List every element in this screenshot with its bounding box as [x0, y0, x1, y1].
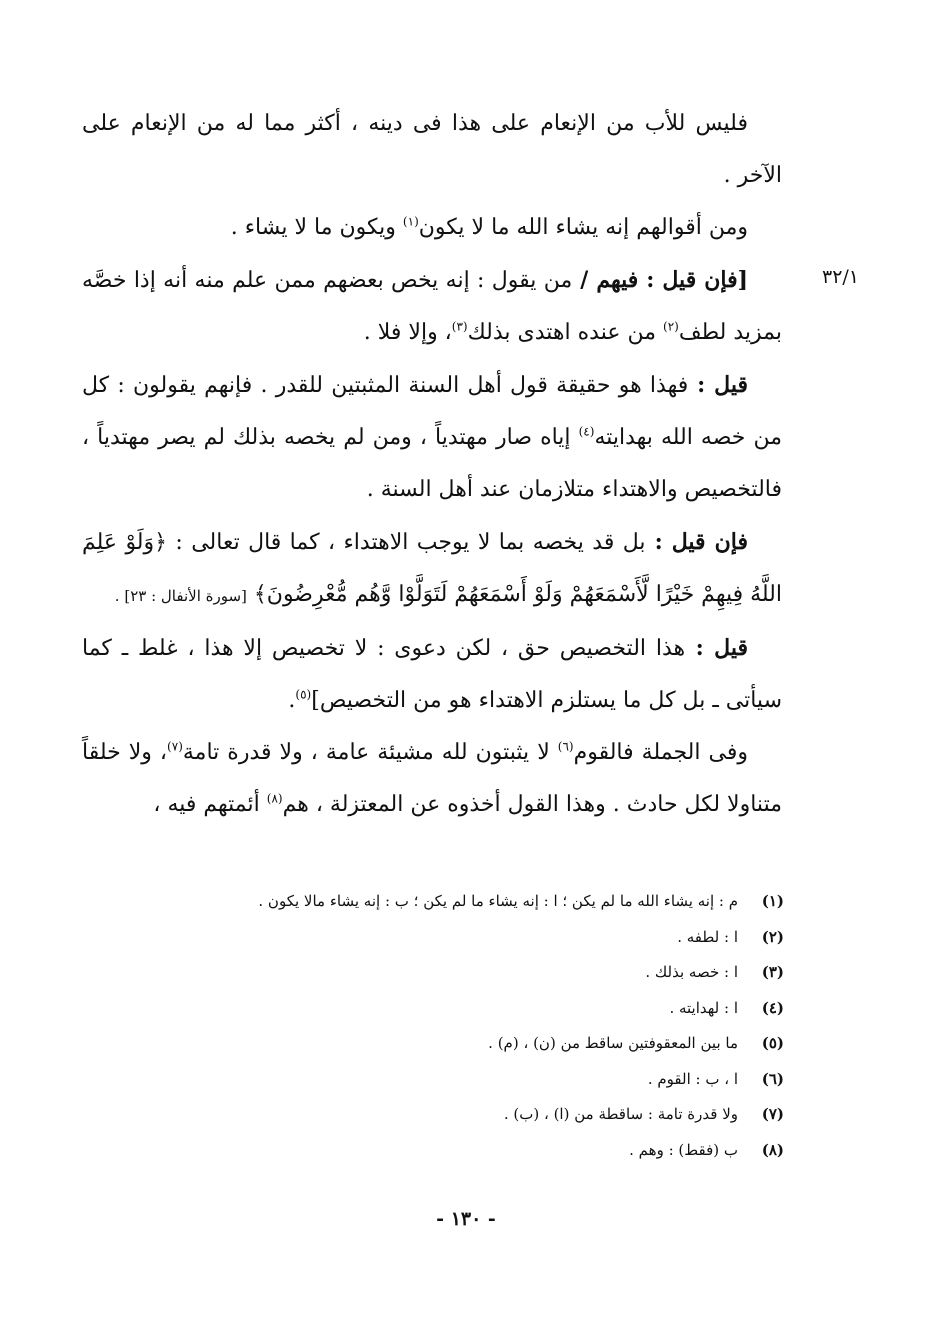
paragraph	[82, 202, 782, 254]
footnote-marker: (١)	[402, 214, 419, 229]
text-run: لا يثبتون لله مشيئة عامة ، ولا قدرة تامة	[182, 740, 558, 765]
paragraph	[82, 359, 782, 516]
footnote-text: ولا قدرة تامة : ساقطة من (ا) ، (ب) .	[503, 1105, 738, 1123]
footnote-text: ا : لطفه .	[677, 927, 738, 946]
page-number: - ١٣٠ -	[436, 1208, 496, 1230]
text-run: ويكون ما لا يشاء .	[230, 215, 403, 240]
footnote-item	[180, 1097, 784, 1133]
footnote-marker: (٢)	[663, 319, 679, 334]
footnote-marker: (٣)	[451, 319, 468, 334]
main-text	[82, 98, 782, 831]
text-run: هذا التخصيص حق ، لكن دعوى : لا تخصيص إلا هذا ، غلط ـ كما سيأتى ـ بل كل ما يستلزم الاهتداء هو من التخصيص]	[82, 636, 782, 713]
bold-lead: قيل :	[688, 372, 748, 398]
footnote-text: ا : خصه بذلك .	[645, 963, 738, 981]
paragraph	[82, 622, 782, 727]
footnote-item	[180, 1026, 784, 1062]
footnote-item	[180, 955, 784, 991]
footnote-number: (٥)	[761, 1034, 784, 1052]
text-run: من عنده اهتدى بذلك	[467, 320, 663, 345]
footnote-text: ا : لهدايته .	[669, 998, 738, 1017]
footnote-item	[180, 884, 784, 920]
footnote-marker: (٤)	[578, 424, 595, 439]
text-run: من يقول : إنه يخص بعضهم ممن علم منه أنه إذا خصَّه بمزيد لطف	[82, 268, 782, 345]
footnote-number: (٣)	[761, 963, 784, 981]
quran-reference: [سورة الأنفال : ٢٣] .	[114, 587, 247, 605]
footnote-number: (٢)	[761, 927, 784, 946]
text-run: ومن أقوالهم إنه يشاء الله ما لا يكون	[418, 215, 748, 240]
footnote-number: (٤)	[761, 998, 784, 1017]
footnote-text: ب (فقط) : وهم .	[629, 1140, 738, 1159]
text-run: إياه صار مهتدياً ، ومن لم يخصه بذلك لم يصر مهتدياً ، فالتخصيص والاهتداء متلازمان عند أهل السنة .	[82, 425, 782, 502]
footnote-text: ا ، ب : القوم .	[647, 1069, 738, 1088]
footnote-number: (٧)	[761, 1105, 784, 1123]
text-run: أئمتهم فيه ،	[153, 792, 267, 817]
footnote-number: (٨)	[761, 1140, 784, 1159]
margin-reference: ٣٢/١	[822, 266, 860, 288]
text-run: ، ولا خلقاً متناولا لكل حادث . وهذا القول أخذوه عن المعتزلة ، هم	[82, 740, 782, 817]
footnotes-section	[180, 884, 784, 1168]
footnote-number: (٦)	[761, 1069, 784, 1088]
footnote-text: ما بين المعقوفتين ساقط من (ن) ، (م) .	[488, 1034, 738, 1052]
paragraph	[82, 727, 782, 831]
text-run: وفى الجملة فالقوم	[573, 740, 748, 765]
footnote-item	[180, 1133, 784, 1169]
footnote-marker: (٨)	[266, 791, 283, 806]
paragraph	[82, 98, 782, 202]
footnote-text: م : إنه يشاء الله ما لم يكن ؛ ا : إنه يشاء ما لم يكن ؛ ب : إنه يشاء مالا يكون .	[258, 892, 738, 910]
footnote-marker: (٥)	[295, 687, 312, 702]
text-run: بل قد يخصه بما لا يوجب الاهتداء ، كما قال تعالى : ﴿وَلَوْ عَلِمَ اللَّهُ فِيهِمْ خَيْرًا لَّأَسْمَعَهُمْ وَلَوْ أَسْمَعَهُمْ لَتَوَلَّوْا وَّهُم مُّعْرِضُونَ﴾	[82, 530, 782, 607]
footnote-item	[180, 1062, 784, 1098]
bold-lead: فإن قيل :	[645, 529, 748, 555]
footnote-marker: (٦)	[557, 739, 574, 754]
paragraph	[82, 516, 782, 622]
text-run: فليس للأب من الإنعام على هذا فى دينه ، أكثر مما له من الإنعام على الآخر .	[82, 111, 782, 188]
text-run: ، وإلا فلا .	[363, 320, 452, 345]
footnote-number: (١)	[761, 892, 784, 910]
footnote-item	[180, 920, 784, 956]
text-run: .	[288, 688, 296, 713]
bold-lead: قيل :	[685, 635, 748, 661]
footnote-marker: (٧)	[167, 739, 183, 754]
paragraph	[82, 254, 782, 359]
footnote-item	[180, 991, 784, 1027]
bold-lead: [فإن قيل : فيهم /	[572, 267, 748, 293]
text-run: فهذا هو حقيقة قول أهل السنة المثبتين للقدر . فإنهم يقولون : كل من خصه الله بهدايته	[82, 373, 783, 450]
